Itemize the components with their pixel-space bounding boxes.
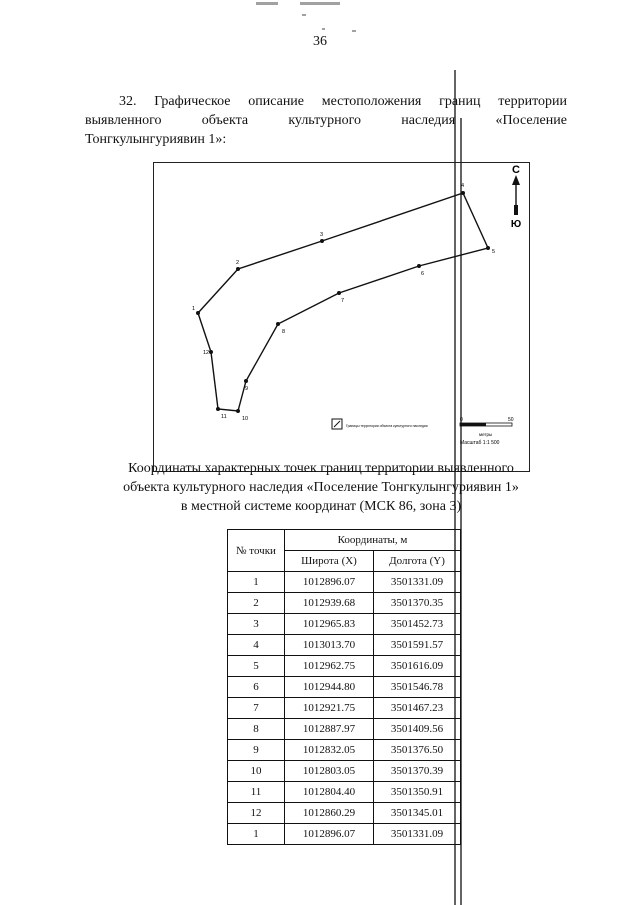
longitude-cell: 3501616.09 [374, 656, 461, 677]
boundary-point-marker [486, 246, 490, 250]
table-row [228, 572, 461, 593]
longitude-cell: 3501409.56 [374, 719, 461, 740]
longitude-cell: 3501452.73 [374, 614, 461, 635]
latitude-cell: 1012921.75 [285, 698, 374, 719]
legend-text: Границы территории объекта культурного наследия [346, 424, 428, 428]
point-number-cell: 1 [228, 572, 285, 593]
latitude-cell: 1012896.07 [285, 824, 374, 845]
header-point-number: № точки [228, 530, 285, 572]
longitude-cell: 3501331.09 [374, 572, 461, 593]
scale-bar [460, 423, 512, 426]
boundary-point-label: 10 [242, 416, 249, 422]
point-number-cell: 5 [228, 656, 285, 677]
point-number-cell: 1 [228, 824, 285, 845]
longitude-cell: 3501345.01 [374, 803, 461, 824]
table-title-line-3: в местной системе координат (МСК 86, зона 3) [180, 499, 462, 514]
heading-word: территории [498, 94, 567, 109]
heading-word: границ [439, 94, 481, 109]
longitude-cell: 3501370.35 [374, 593, 461, 614]
longitude-cell: 3501376.50 [374, 740, 461, 761]
scale-end: 50 [508, 417, 514, 423]
map-drawing [154, 163, 531, 473]
table-row [228, 614, 461, 635]
heading-word: объекта [201, 113, 249, 128]
boundary-point-label: 11 [221, 414, 227, 420]
latitude-cell: 1013013.70 [285, 635, 374, 656]
heading-line-2 [85, 111, 567, 130]
scale-text: Масштаб 1:1 500 [460, 440, 500, 446]
boundary-point-label: 8 [282, 329, 286, 335]
boundary-point-marker [196, 311, 200, 315]
table-row [228, 698, 461, 719]
latitude-cell: 1012887.97 [285, 719, 374, 740]
boundary-point-label: 12 [203, 350, 210, 356]
heading-word: Графическое [154, 94, 231, 109]
longitude-cell: 3501370.39 [374, 761, 461, 782]
longitude-cell: 3501591.57 [374, 635, 461, 656]
boundary-point-marker [337, 291, 341, 295]
latitude-cell: 1012896.07 [285, 572, 374, 593]
point-number-cell: 12 [228, 803, 285, 824]
point-number-cell: 2 [228, 593, 285, 614]
heading-word: выявленного [85, 113, 162, 128]
legend-symbol-mark [334, 421, 340, 427]
heading-word: Тонгкулынгуриявин 1»: [85, 132, 227, 147]
latitude-cell: 1012965.83 [285, 614, 374, 635]
longitude-cell: 3501467.23 [374, 698, 461, 719]
latitude-cell: 1012939.68 [285, 593, 374, 614]
boundary-point-marker [417, 264, 421, 268]
table-row [228, 635, 461, 656]
boundary-point-marker [244, 379, 248, 383]
page-number: 36 [313, 34, 327, 49]
section-heading [85, 92, 567, 149]
heading-line-1 [85, 92, 567, 111]
table-row [228, 782, 461, 803]
boundary-point-marker [209, 350, 213, 354]
boundary-point-marker [276, 322, 280, 326]
table-row [228, 677, 461, 698]
header-coordinates: Координаты, м [285, 530, 461, 551]
table-title-line-2: объекта культурного наследия «Поселение Тонгкулынгуриявин 1» [123, 480, 519, 495]
boundary-point-marker [320, 239, 324, 243]
boundary-point-marker [216, 407, 220, 411]
longitude-cell: 3501331.09 [374, 824, 461, 845]
heading-word: наследия [401, 113, 456, 128]
boundary-point-label: 4 [461, 183, 465, 189]
boundary-point-marker [236, 409, 240, 413]
point-number-cell: 11 [228, 782, 285, 803]
header-latitude: Широта (X) [285, 551, 374, 572]
latitude-cell: 1012944.80 [285, 677, 374, 698]
table-row [228, 719, 461, 740]
south-label: Ю [510, 219, 522, 230]
coordinates-table [227, 529, 461, 845]
table-row [228, 761, 461, 782]
point-number-cell: 10 [228, 761, 285, 782]
boundary-point-label: 6 [421, 271, 425, 277]
boundary-point-label: 5 [492, 249, 496, 255]
site-boundary-map [153, 162, 530, 472]
boundary-point-label: 2 [236, 260, 240, 266]
point-number-cell: 6 [228, 677, 285, 698]
heading-word: «Поселение [495, 113, 567, 128]
north-label: С [512, 164, 520, 176]
latitude-cell: 1012860.29 [285, 803, 374, 824]
latitude-cell: 1012832.05 [285, 740, 374, 761]
latitude-cell: 1012962.75 [285, 656, 374, 677]
boundary-point-label: 3 [320, 232, 324, 238]
table-row [228, 803, 461, 824]
table-row [228, 740, 461, 761]
scale-zero: 0 [460, 417, 463, 423]
point-number-cell: 3 [228, 614, 285, 635]
latitude-cell: 1012803.05 [285, 761, 374, 782]
boundary-point-label: 1 [192, 306, 196, 312]
latitude-cell: 1012804.40 [285, 782, 374, 803]
longitude-cell: 3501546.78 [374, 677, 461, 698]
point-number-cell: 8 [228, 719, 285, 740]
point-number-cell: 9 [228, 740, 285, 761]
boundary-point-label: 9 [245, 386, 249, 392]
heading-word: местоположения [321, 94, 422, 109]
heading-word: 32. [119, 94, 137, 109]
table-row [228, 824, 461, 845]
boundary-point-marker [461, 191, 465, 195]
table-row [228, 656, 461, 677]
boundary-point-label: 7 [341, 298, 345, 304]
scale-unit: метры [479, 432, 493, 437]
north-arrow-icon [512, 175, 520, 215]
table-row [228, 593, 461, 614]
point-number-cell: 4 [228, 635, 285, 656]
boundary-points [192, 183, 495, 422]
table-title [90, 459, 552, 516]
boundary-point-marker [236, 267, 240, 271]
header-longitude: Долгота (Y) [374, 551, 461, 572]
heading-word: культурного [288, 113, 361, 128]
heading-line-3 [85, 130, 567, 149]
point-number-cell: 7 [228, 698, 285, 719]
longitude-cell: 3501350.91 [374, 782, 461, 803]
heading-word: описание [248, 94, 305, 109]
table-title-line-1: Координаты характерных точек границ территории выявленного [128, 461, 514, 476]
